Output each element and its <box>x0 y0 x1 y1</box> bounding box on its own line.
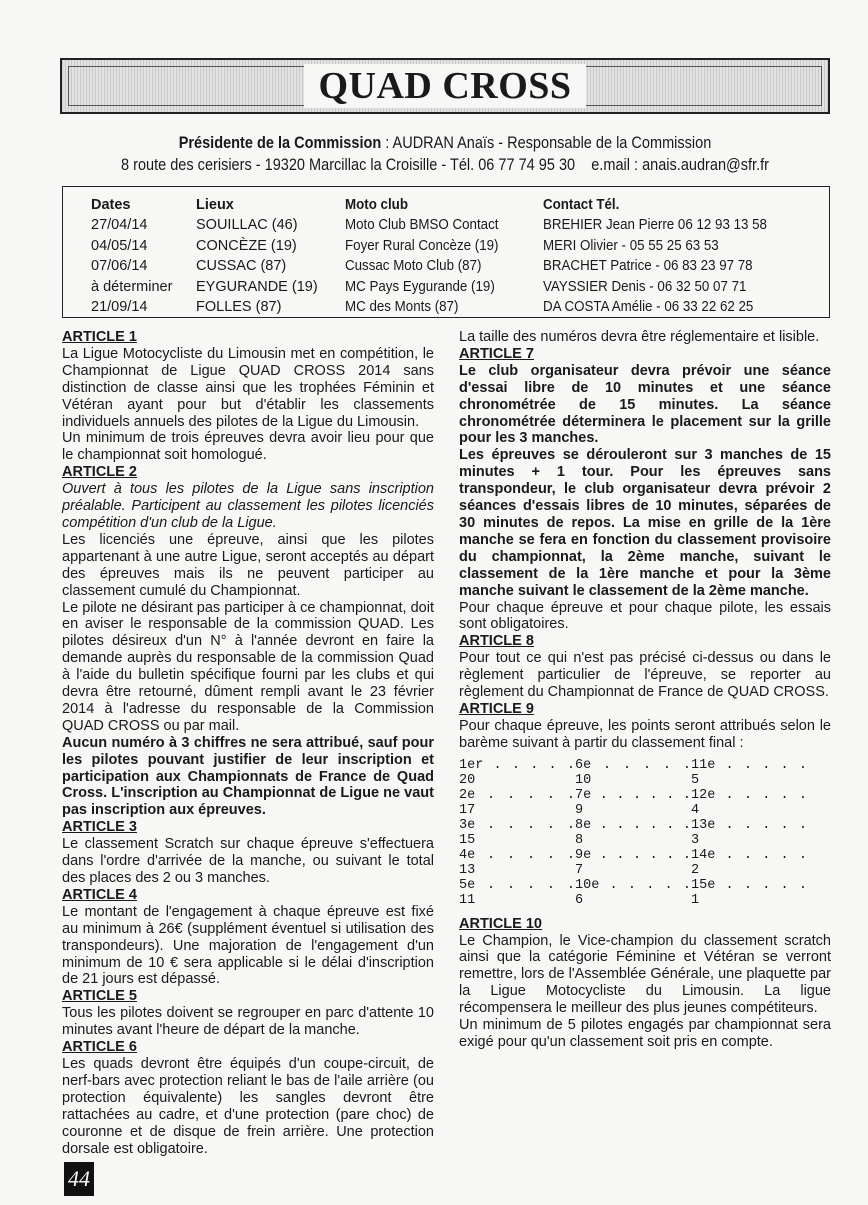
club-header: Moto club <box>345 197 408 213</box>
points-table <box>459 758 831 908</box>
article-2-text: Les licenciés une épreuve, ainsi que les pilotes appartenant à une autre Ligue, seront acceptés au départ des épreuves mais ils ne peuvent participer au classement cumulé du Championnat. <box>62 531 434 599</box>
article-2-heading: ARTICLE 2 <box>62 464 137 481</box>
article-10-heading: ARTICLE 10 <box>459 915 542 932</box>
contact-line-2: 8 route des cerisiers - 19320 Marcillac la Croisille - Tél. 06 77 74 95 30 e.mail : anais.audran@sfr.fr <box>120 156 770 174</box>
date-cell: 27/04/14 <box>91 217 148 234</box>
points-entry: 9e . . . . . . 7 <box>575 847 691 878</box>
article-6-heading: ARTICLE 6 <box>62 1039 137 1056</box>
article-1-text: Un minimum de trois épreuves devra avoir lieu pour que le championnat soit homologué. <box>62 430 434 464</box>
article-3-text: Le classement Scratch sur chaque épreuve s'effectuera dans l'ordre d'arrivée de la manche, ou suivant le total des places des 2 ou 3 manches. <box>62 836 434 886</box>
article-4-text: Le montant de l'engagement à chaque épreuve est fixé au minimum à 26€ (supplément éventuel si utilisation des transpondeurs). Une majoration de l'engagement d'un minimum de 10 € sera applicable si le délai d'inscription de 21 jours est dépassé. <box>62 903 434 988</box>
lieu-cell: CONCÈZE (19) <box>196 237 297 254</box>
contact-cell: MERI Olivier - 05 55 25 63 53 <box>543 237 719 254</box>
points-entry: 11e . . . . . 5 <box>691 757 807 788</box>
article-8-heading: ARTICLE 8 <box>459 633 534 650</box>
club-cell: MC Pays Eygurande (19) <box>345 278 495 295</box>
points-entry: 13e . . . . . 3 <box>691 817 807 848</box>
article-7-text: Pour chaque épreuve et pour chaque pilote, les essais sont obligatoires. <box>459 599 831 633</box>
points-entry: 7e . . . . . . 9 <box>575 787 691 818</box>
club-column <box>345 195 498 317</box>
article-5-heading: ARTICLE 5 <box>62 988 137 1005</box>
lieu-cell: FOLLES (87) <box>196 299 282 316</box>
points-entry: 2e . . . . . 17 <box>459 787 575 818</box>
article-1-text: La Ligue Motocycliste du Limousin met en compétition, le Championnat de Ligue QUAD CROSS 2014 sans distinction de classe ainsi que les trophées Féminin et Vétéran ayant pour but d'établir les classements individuels annuels des pilotes de la Ligue du Limousin. <box>62 345 434 430</box>
title-frame <box>68 66 822 106</box>
lieux-column <box>196 195 318 317</box>
page-number: 44 <box>64 1162 94 1196</box>
club-cell: MC des Monts (87) <box>345 299 459 316</box>
article-7-heading: ARTICLE 7 <box>459 345 534 362</box>
article-6-text: Les quads devront être équipés d'un coupe-circuit, de nerf-bars avec protection reliant le bas de l'aile arrière (ou protection équivalente) les sangles devront être rattachées au cadre, et d'une protection (pare choc) de couronne et de disque de frein arrière. Une protection dorsale est obligatoire. <box>62 1055 434 1157</box>
contact-line-1 <box>106 134 784 153</box>
club-cell: Moto Club BMSO Contact <box>345 217 499 234</box>
points-entry: 10e . . . . . 6 <box>575 877 691 908</box>
article-9-heading: ARTICLE 9 <box>459 700 534 717</box>
article-10-text: Le Champion, le Vice-champion du classement scratch ainsi que la catégorie Féminine et Vétéran se verront remettre, lors de l'Assemblée Générale, une plaquette par la Ligue Motocycliste du Limousin. La ligue récompensera le meilleur des plus jeunes compétiteurs. <box>459 932 831 1017</box>
left-column <box>62 329 434 1157</box>
contact-cell: DA COSTA Amélie - 06 33 22 62 25 <box>543 299 754 316</box>
dates-header: Dates <box>91 197 131 213</box>
article-3-heading: ARTICLE 3 <box>62 819 137 836</box>
points-entry: 5e . . . . . 11 <box>459 877 575 908</box>
points-entry: 14e . . . . . 2 <box>691 847 807 878</box>
article-2-text: Ouvert à tous les pilotes de la Ligue sans inscription préalable. Participent au classement les pilotes licenciés compétition d'un club de la Ligue. <box>62 481 434 531</box>
contact-cell: BREHIER Jean Pierre 06 12 93 13 58 <box>543 217 767 234</box>
points-entry: 6e . . . . . 10 <box>575 757 691 788</box>
date-cell: à déterminer <box>91 278 173 295</box>
lieu-cell: SOUILLAC (46) <box>196 217 298 234</box>
article-2-bold-text: Aucun numéro à 3 chiffres ne sera attribué, sauf pour les pilotes pouvant justifier de leur inscription et participation aux Championnats de France de Quad Cross. L'inscription au Championnat de Ligue ne vaut pas inscription aux épreuves. <box>62 734 434 819</box>
points-entry: 1er . . . . . 20 <box>459 757 575 788</box>
dates-column <box>91 195 172 317</box>
points-entry: 12e . . . . . 4 <box>691 787 807 818</box>
article-1-heading: ARTICLE 1 <box>62 329 137 345</box>
club-cell: Cussac Moto Club (87) <box>345 258 482 275</box>
contact-cell: BRACHET Patrice - 06 83 23 97 78 <box>543 258 753 275</box>
date-cell: 04/05/14 <box>91 237 148 254</box>
article-7-bold-text: Les épreuves se dérouleront sur 3 manches de 15 minutes + 1 tour. Pour les épreuves sans transpondeur, le club organisateur devra prévoir 2 séances d'essais libres de 10 minutes, séparées de 30 minutes de repos. La mise en grille de la 1ère manche se fera en fonction du classement provisoire du championnat, la 2ème manche, suivant le classement de la 1ère manche et pour la 3ème manche suivant le classement de la 2ème manche. <box>459 447 831 599</box>
article-6-text: La taille des numéros devra être réglementaire et lisible. <box>459 329 820 345</box>
lieu-cell: CUSSAC (87) <box>196 258 287 275</box>
article-2-text: Le pilote ne désirant pas participer à ce championnat, doit en aviser le responsable de la commission QUAD. Les pilotes désireux d'un N° à l'année devront en faire la demande auprès du responsable de la commission Quad à l'aide du bulletin spécifique fourni par les clubs et qui devra être retourné, dûment rempli avant le 23 février 2014 à l'adresse du responsable de la Commission QUAD CROSS ou par mail. <box>62 599 434 734</box>
contact-cell: VAYSSIER Denis - 06 32 50 07 71 <box>543 278 747 295</box>
lieux-header: Lieux <box>196 197 234 213</box>
article-7-bold-text: Le club organisateur devra prévoir une séance d'essai libre de 10 minutes et une séance chronométrée de 15 minutes. La séance chronométrée déterminera le placement sur la grille pour les 3 manches. <box>459 362 831 447</box>
schedule-table <box>62 186 830 318</box>
article-8-text: Pour tout ce qui n'est pas précisé ci-dessus ou dans le règlement particulier de l'épreuve, se reporter au règlement du Championnat de France de QUAD CROSS. <box>459 650 831 701</box>
date-cell: 21/09/14 <box>91 299 148 316</box>
article-4-heading: ARTICLE 4 <box>62 886 137 903</box>
points-entry: 3e . . . . . 15 <box>459 817 575 848</box>
article-5-text: Tous les pilotes doivent se regrouper en parc d'attente 10 minutes avant l'heure de départ de la manche. <box>62 1005 434 1039</box>
article-9-text: Pour chaque épreuve, les points seront attribués selon le barème suivant à partir du classement final : <box>459 717 831 751</box>
lieu-cell: EYGURANDE (19) <box>196 278 318 295</box>
title-banner <box>60 58 830 114</box>
commission-text: : AUDRAN Anaïs - Responsable de la Commission <box>381 134 712 152</box>
points-entry: 15e . . . . . 1 <box>691 877 807 908</box>
contact-column <box>543 195 767 317</box>
club-cell: Foyer Rural Concèze (19) <box>345 237 499 254</box>
contact-header: Contact Tél. <box>543 197 620 213</box>
points-entry: 4e . . . . . 13 <box>459 847 575 878</box>
right-column <box>459 329 831 1051</box>
article-10-text: Un minimum de 5 pilotes engagés par championnat sera exigé pour qu'un classement soit pris en compte. <box>459 1017 831 1050</box>
page-title: QUAD CROSS <box>304 64 585 108</box>
points-entry: 8e . . . . . . 8 <box>575 817 691 848</box>
commission-label: Présidente de la Commission <box>178 134 382 152</box>
date-cell: 07/06/14 <box>91 258 148 275</box>
